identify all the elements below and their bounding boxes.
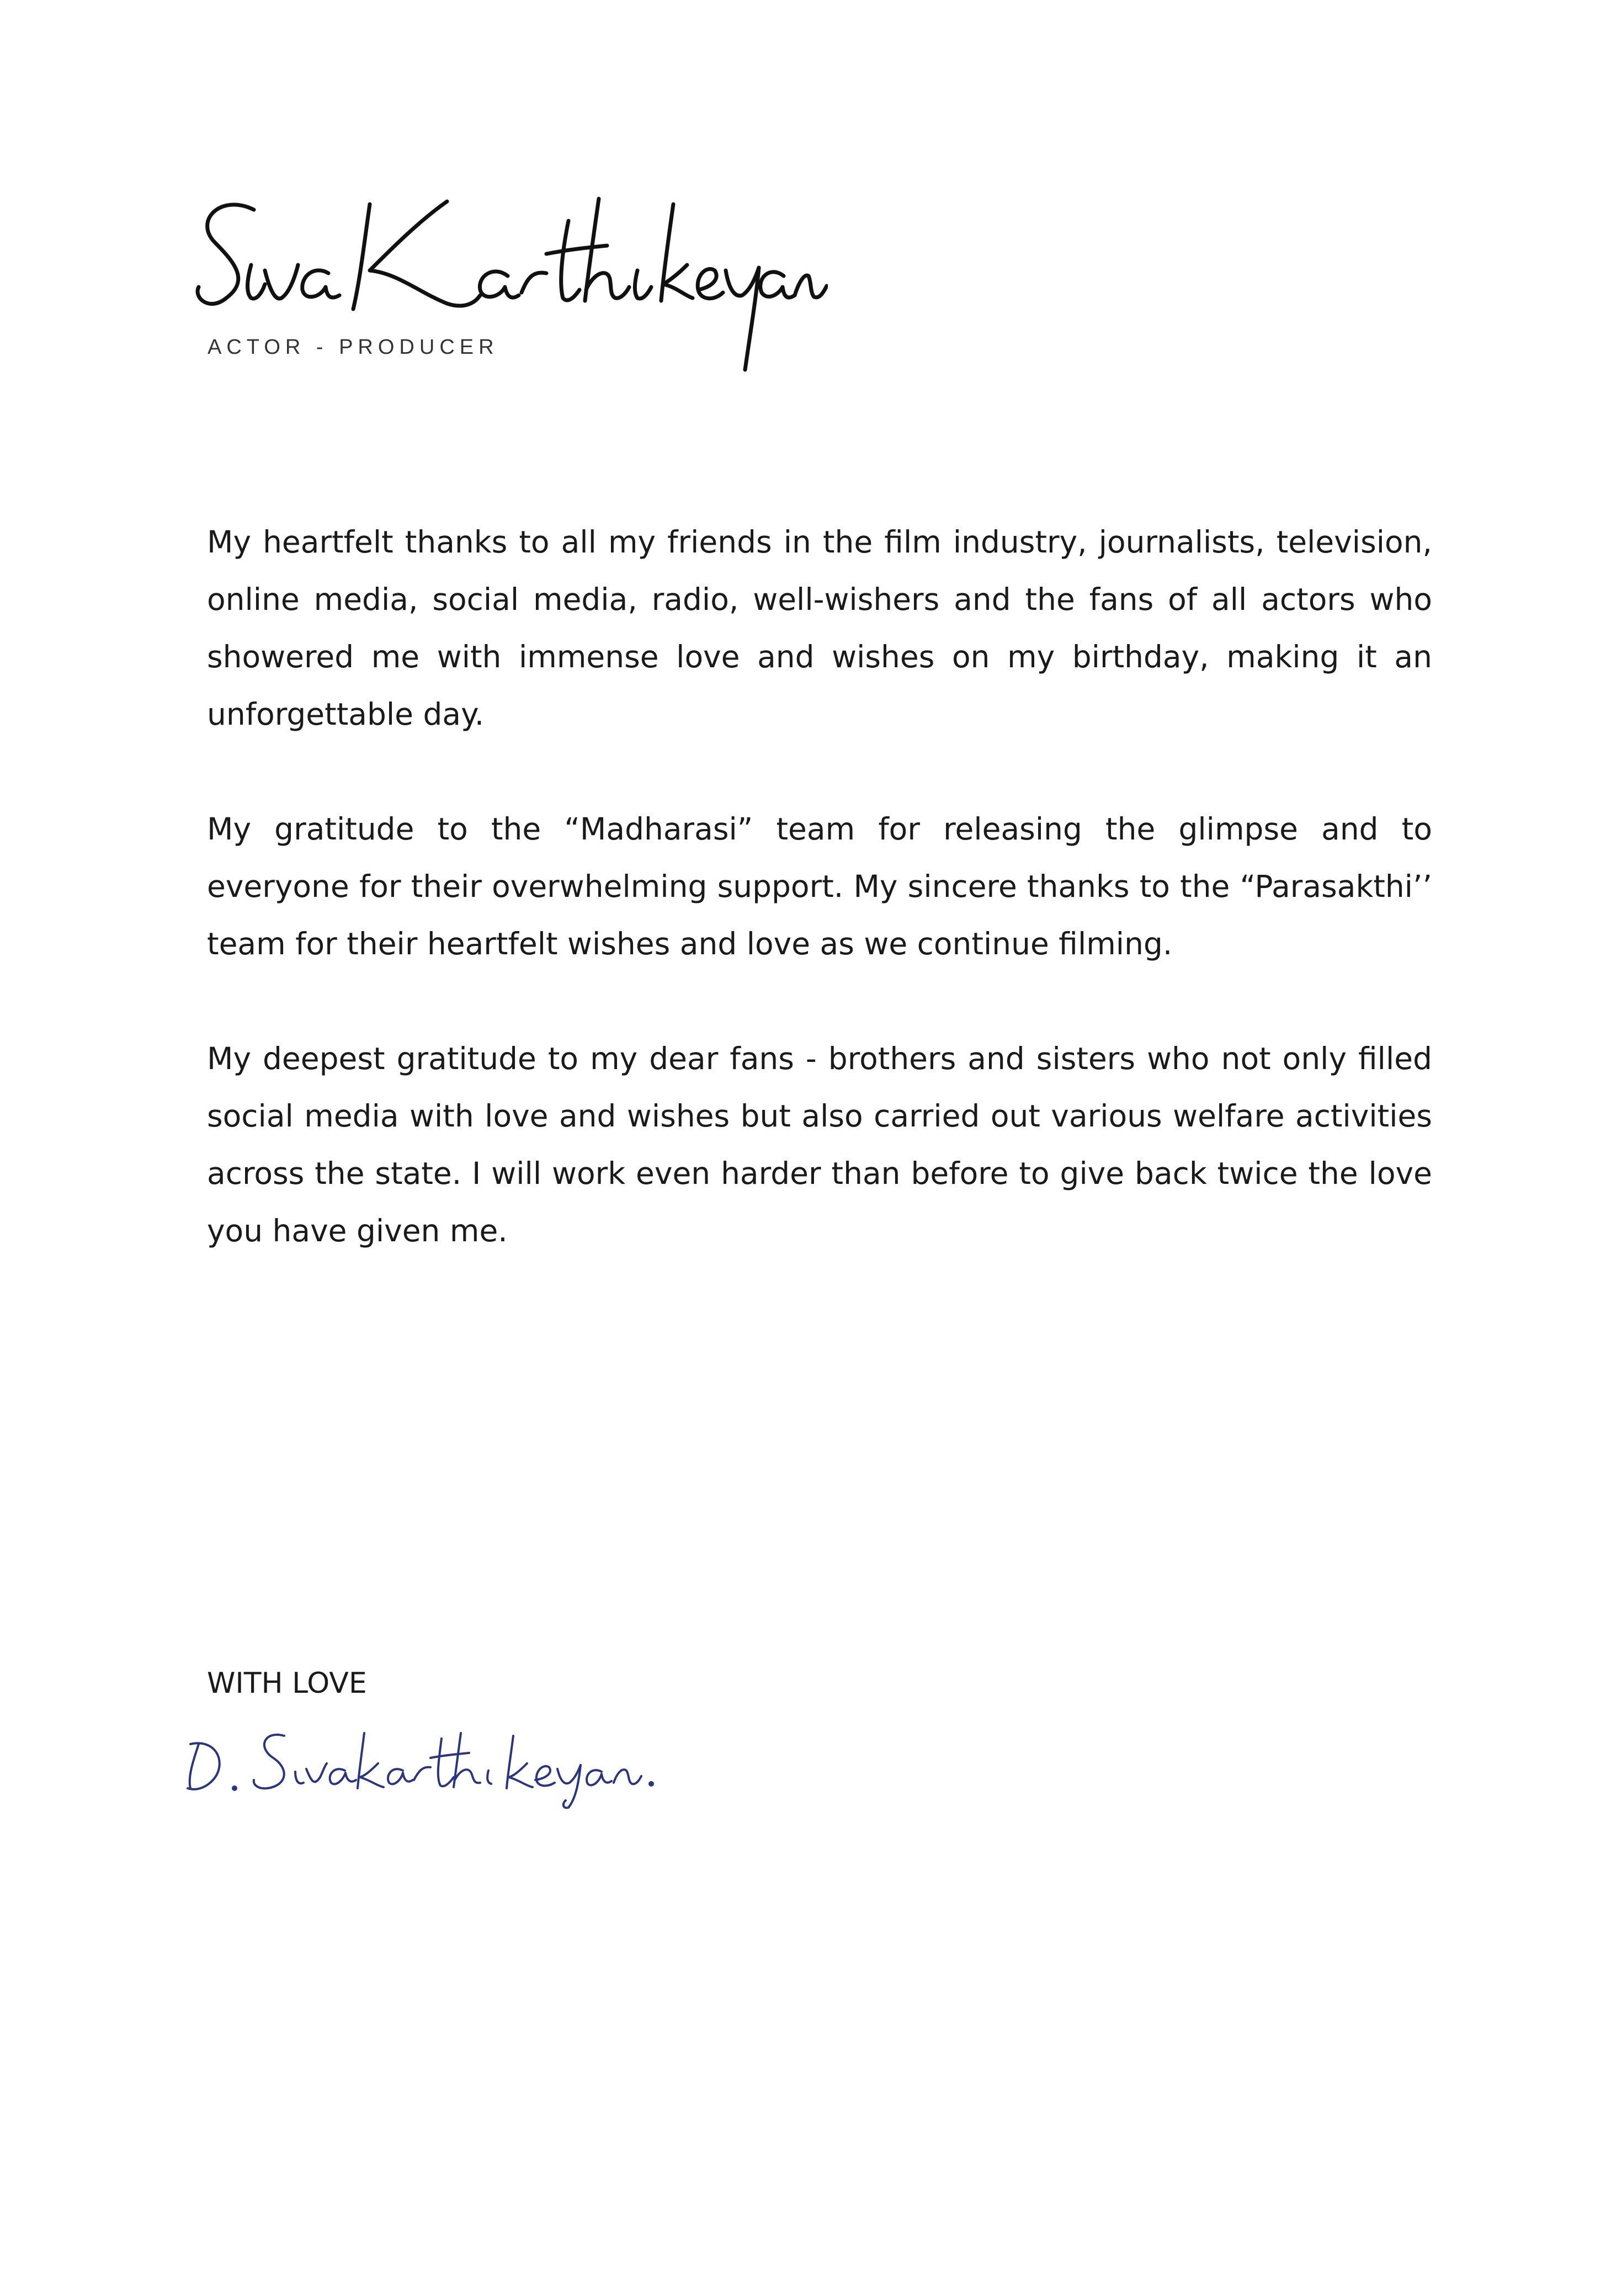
paragraph-gratitude-teams: My gratitude to the “Madharasi” team for releasing the glimpse and to everyone for their overwhelming support. My sincere thanks to the “Parasakthi’’ team for their heartfelt wishes and love as we continue filming.: [207, 811, 1432, 961]
paragraph-thanks: My heartfelt thanks to all my friends in the film industry, journalists, television, online media, social media, radio, well-wishers and the fans of all actors who showered me with immense love and wishes on my birthday, making it an unforgettable day.: [207, 524, 1432, 732]
signature: [182, 1711, 657, 1810]
letterhead-subtitle: ACTOR - PRODUCER: [208, 336, 499, 359]
paragraph-gratitude-fans: My deepest gratitude to my dear fans - brothers and sisters who not only filled social media with love and wishes but also carried out various welfare activities across the state. I will work even harder than before to give back twice the love you have given me.: [207, 1041, 1432, 1248]
closing-line: WITH LOVE: [207, 1667, 367, 1700]
letterhead: [188, 188, 828, 386]
letter-body: [207, 513, 1432, 1259]
